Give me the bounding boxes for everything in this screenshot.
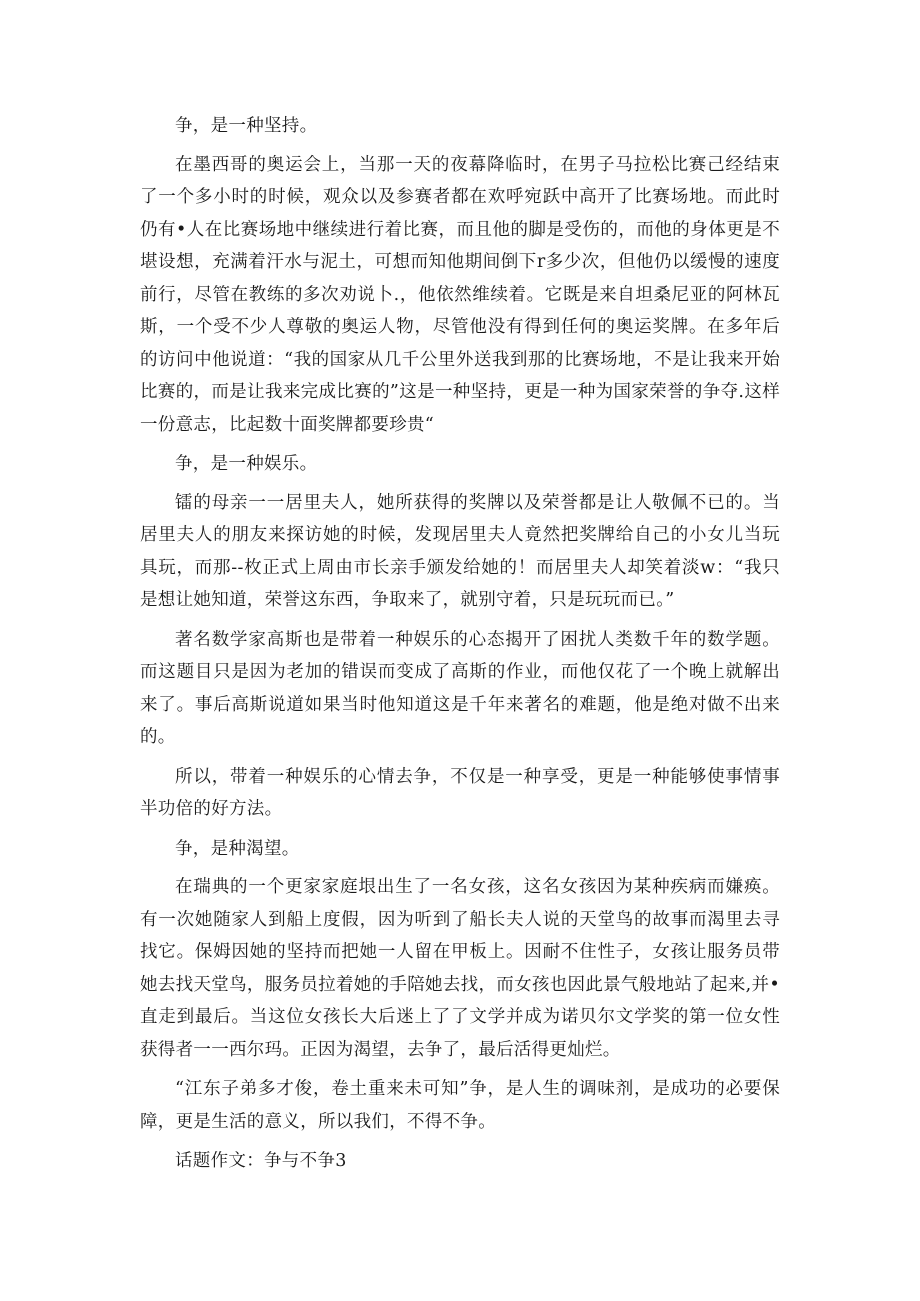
paragraph-entertainment-summary: 所以，带着一种娱乐的心情去争，不仅是一种享受，更是一种能够使事情事半功倍的好方法。 bbox=[140, 766, 780, 819]
paragraph-selma: 在瑞典的一个更家家庭垠出生了一名女孩，这名女孩因为某种疾病而嫌痪。有一次她随家人到船上度假，因为听到了船长夫人说的天堂鸟的故事而渴里去寻找它。保姆因她的坚持而把她一人留在甲板上。因耐不住性子，女孩让服务员带她去找天堂鸟，服务员拉着她的手陪她去找，而女孩也因此景气般地站了起来,并•直走到最后。当这位女孩长大后迷上了了文学并成为诺贝尔文学奖的第一位女性获得者一一西尔玛。正因为渴望，去争了，最后活得更灿烂。 bbox=[140, 877, 780, 1060]
paragraph-curie: 镭的母亲一一居里夫人，她所获得的奖牌以及荣誉都是让人敬佩不已的。当居里夫人的朋友来探访她的时候，发现居里夫人竟然把奖牌给自己的小女儿当玩具玩，而那--枚正式上周由市长亲手颁发给她的！而居里夫人却笑着淡w：“我只是想让她知道，荣誉这东西，争取来了，就别守着，只是玩玩而已。” bbox=[140, 492, 780, 610]
paragraph-conclusion: “江东子弟多才俊，卷土重来未可知”争，是人生的调味剂，是成功的必要保障，更是生活的意义，所以我们，不得不争。 bbox=[140, 1079, 780, 1132]
topic-title: 话题作文：争与不争3 bbox=[175, 1151, 347, 1171]
heading-persistence: 争，是一种坚持。 bbox=[175, 116, 318, 136]
heading-entertainment: 争，是一种娱乐。 bbox=[175, 454, 318, 474]
paragraph-gauss: 著名数学家高斯也是带着一种娱乐的心态揭开了困扰人类数千年的数学题。而这题目只是因为老加的错误而变成了高斯的作业，而他仅花了一个晚上就解出来了。事后高斯说道如果当时他知道这是千年来著名的难题，他是绝对做不出来的。 bbox=[140, 629, 780, 747]
document-page bbox=[140, 110, 780, 1185]
paragraph-marathon: 在墨西哥的奥运会上，当那一天的夜幕降临时，在男子马拉松比赛己经结束了一个多小时的时候，观众以及参赛者都在欢呼宛跃中高开了比赛场地。而此时仍有•人在比赛场地中继续进行着比赛，而且他的脚是受伤的，而他的身体更是不堪设想，充满着汗水与泥土，可想而知他期间倒下r多少次，但他仍以缓慢的速度前行，尽管在教练的多次劝说卜.，他依然维续着。它既是来自坦桑尼亚的阿林瓦斯，一个受不少人尊敬的奥运人物，尽管他没有得到任何的奥运奖牌。在多年后的访问中他说道：“我的国家从几千公里外送我到那的比赛场地，不是让我来开始比赛的，而是让我来完成比赛的”这是一种坚持，更是一种为国家荣誉的争夺.这样一份意志，比起数十面奖牌都要珍贵“ bbox=[140, 154, 780, 435]
heading-desire: 争，是种渴望。 bbox=[175, 838, 300, 859]
